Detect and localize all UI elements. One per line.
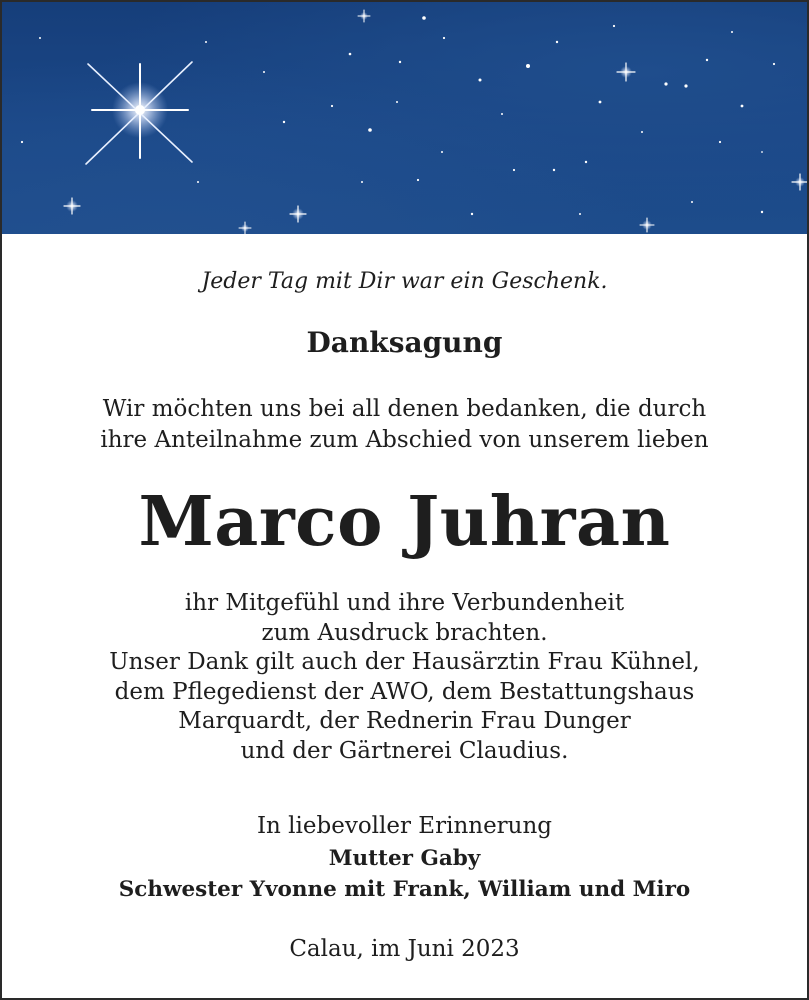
- body-line: dem Pflegedienst der AWO, dem Bestattungshaus: [114, 678, 695, 705]
- motto: Jeder Tag mit Dir war ein Geschenk.: [201, 269, 608, 294]
- body-line: Unser Dank gilt auch der Hausärztin Frau Kühnel,: [109, 649, 700, 675]
- body-text: [2, 589, 807, 766]
- intro-line: ihre Anteilnahme zum Abschied von unserem lieben: [100, 427, 709, 453]
- body-line: und der Gärtnerei Claudius.: [240, 737, 569, 764]
- closing-phrase: In liebevoller Erinnerung: [256, 813, 553, 839]
- deceased-name: Marco Juhran: [138, 482, 671, 562]
- signatures: [2, 843, 807, 905]
- body-line: ihr Mitgefühl und ihre Verbundenheit: [184, 590, 625, 616]
- signature-line: Mutter Gaby: [328, 846, 481, 871]
- night-sky-image: [2, 2, 807, 234]
- place-date: Calau, im Juni 2023: [289, 936, 520, 962]
- twinkle-stars: [64, 10, 807, 234]
- starfield: [2, 2, 807, 234]
- large-star-icon: [86, 62, 192, 164]
- body-line: zum Ausdruck brachten.: [261, 619, 548, 646]
- intro-text: [2, 394, 807, 456]
- signature-line: Schwester Yvonne mit Frank, William und Miro: [118, 877, 691, 902]
- intro-line: Wir möchten uns bei all denen bedanken, die durch: [102, 396, 707, 422]
- body-line: Marquardt, der Rednerin Frau Dunger: [178, 708, 631, 734]
- heading: Danksagung: [306, 326, 503, 359]
